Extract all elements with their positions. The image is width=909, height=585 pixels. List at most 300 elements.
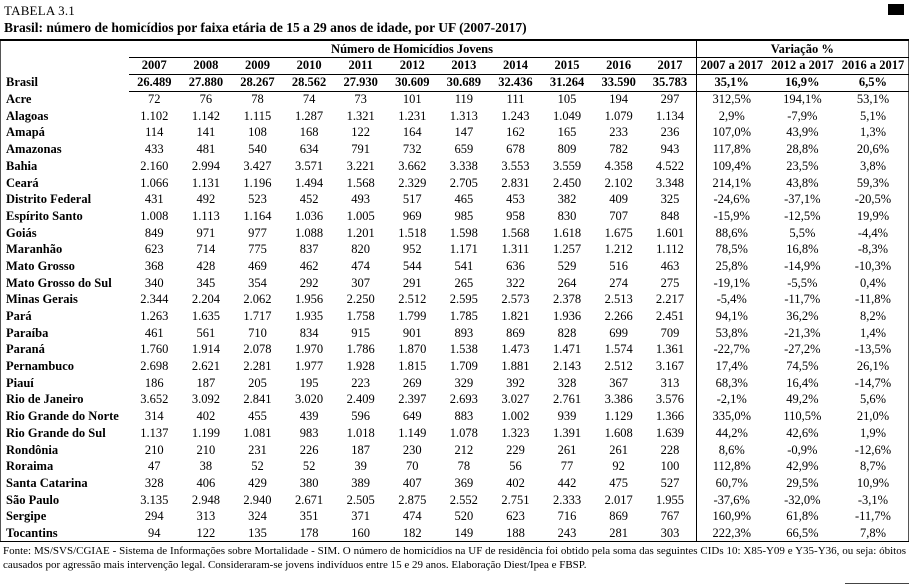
homicide-count: 828 bbox=[557, 325, 577, 340]
year-col-header: 2014 bbox=[490, 57, 542, 74]
variation-pct: -5,5% bbox=[787, 275, 818, 290]
variation-pct: -11,7% bbox=[784, 292, 821, 307]
homicide-count: 261 bbox=[557, 442, 577, 457]
homicide-count: 442 bbox=[557, 475, 577, 490]
homicide-count: 1.066 bbox=[140, 175, 169, 190]
homicide-count: 322 bbox=[506, 275, 525, 290]
homicide-count: 2.595 bbox=[449, 292, 478, 307]
homicide-count: 292 bbox=[299, 275, 319, 290]
homicide-count: 231 bbox=[248, 442, 267, 457]
variation-pct: 16,4% bbox=[786, 375, 819, 390]
variation-pct: 53,8% bbox=[696, 325, 767, 342]
homicide-count: 1.323 bbox=[501, 425, 530, 440]
homicide-count: 2.761 bbox=[552, 392, 582, 407]
variation-pct: -37,6% bbox=[696, 492, 767, 509]
homicide-count: 1.956 bbox=[295, 292, 324, 307]
homicide-count: 1.799 bbox=[398, 309, 427, 324]
variation-pct: 21,0% bbox=[856, 409, 890, 424]
variation-pct: 7,8% bbox=[859, 525, 886, 540]
variation-pct: -10,3% bbox=[854, 258, 892, 273]
homicide-count: 2.505 bbox=[346, 492, 375, 507]
homicide-count: 1.005 bbox=[346, 208, 375, 223]
homicide-count: 307 bbox=[351, 275, 371, 290]
homicide-count: 520 bbox=[454, 509, 474, 524]
homicide-count: 3.652 bbox=[140, 392, 169, 407]
homicide-count: 958 bbox=[506, 208, 525, 223]
table-title: Brasil: número de homicídios por faixa etária de 15 a 29 anos de idade, por UF (2007-2017) bbox=[4, 20, 527, 35]
homicide-count: 1.102 bbox=[140, 108, 169, 123]
homicide-count: 1.287 bbox=[295, 108, 324, 123]
uf-name: Pará bbox=[6, 309, 32, 324]
homicide-count: 2.552 bbox=[449, 492, 478, 507]
homicide-count: 182 bbox=[402, 525, 422, 540]
homicide-count: 428 bbox=[196, 258, 216, 273]
variation-pct: 16,9% bbox=[767, 74, 838, 91]
homicide-count: 775 bbox=[248, 242, 267, 257]
uf-name: Piauí bbox=[6, 375, 34, 390]
homicide-count: 1.785 bbox=[449, 309, 478, 324]
homicide-count: 474 bbox=[402, 509, 422, 524]
homicide-count: 1.639 bbox=[655, 425, 685, 440]
variation-pct: 53,1% bbox=[856, 92, 890, 107]
homicide-count: 265 bbox=[454, 275, 474, 290]
homicide-count: 188 bbox=[506, 525, 525, 540]
uf-column-spacer bbox=[1, 57, 129, 74]
homicide-count: 281 bbox=[609, 525, 629, 540]
homicide-count: 230 bbox=[402, 442, 422, 457]
homicide-count: 324 bbox=[248, 509, 267, 524]
homicide-count: 328 bbox=[144, 475, 164, 490]
homicide-count: 2.143 bbox=[552, 359, 582, 374]
homicide-count: 2.397 bbox=[398, 392, 427, 407]
homicide-count: 1.131 bbox=[191, 175, 220, 190]
variation-pct: -4,4% bbox=[857, 225, 889, 240]
homicide-count: 2.948 bbox=[191, 492, 220, 507]
homicide-count: 714 bbox=[196, 242, 216, 257]
variation-pct: -21,3% bbox=[784, 325, 821, 340]
table-row bbox=[1, 308, 909, 325]
homicide-count: 1.538 bbox=[449, 342, 478, 357]
uf-name: Alagoas bbox=[6, 108, 49, 123]
homicide-count: 1.201 bbox=[346, 225, 375, 240]
homicide-count: 122 bbox=[351, 125, 371, 140]
homicide-count: 439 bbox=[299, 409, 319, 424]
table-row bbox=[1, 208, 909, 225]
homicide-count: 1.914 bbox=[191, 342, 220, 357]
variation-pct: -37,1% bbox=[784, 192, 821, 207]
homicide-count: 732 bbox=[402, 142, 422, 157]
corner-mark bbox=[888, 4, 904, 15]
homicide-count: 2.698 bbox=[140, 359, 169, 374]
homicide-count: 72 bbox=[148, 92, 161, 107]
homicide-count: 1.196 bbox=[243, 175, 272, 190]
homicide-count: 2.450 bbox=[552, 175, 582, 190]
homicide-count: 1.494 bbox=[295, 175, 324, 190]
variation-pct: 29,5% bbox=[786, 475, 819, 490]
homicide-count: 1.717 bbox=[243, 309, 272, 324]
uf-name: Mato Grosso bbox=[6, 258, 75, 273]
homicide-count: 3.167 bbox=[655, 359, 685, 374]
homicide-count: 243 bbox=[557, 525, 577, 540]
homicide-count: 56 bbox=[509, 459, 522, 474]
table-row bbox=[1, 325, 909, 342]
homicide-count: 1.257 bbox=[552, 242, 582, 257]
variation-pct: 214,1% bbox=[696, 174, 767, 191]
uf-name: Amapá bbox=[6, 125, 45, 140]
homicide-count: 92 bbox=[612, 459, 625, 474]
homicide-count: 2.204 bbox=[191, 292, 220, 307]
year-col-header: 2015 bbox=[541, 57, 593, 74]
homicide-count: 4.522 bbox=[655, 158, 685, 173]
homicide-count: 261 bbox=[609, 442, 629, 457]
table-number-label: TABELA 3.1 bbox=[4, 3, 76, 18]
variation-pct: 42,9% bbox=[786, 459, 819, 474]
homicide-count: 2.281 bbox=[243, 359, 272, 374]
homicide-count: 649 bbox=[402, 409, 422, 424]
homicide-count: 2.994 bbox=[191, 158, 220, 173]
homicide-count: 1.568 bbox=[346, 175, 375, 190]
homicide-count: 1.366 bbox=[655, 409, 685, 424]
uf-column-spacer bbox=[1, 40, 129, 57]
homicide-count: 830 bbox=[557, 208, 577, 223]
homicide-count: 111 bbox=[506, 92, 525, 107]
homicide-count: 791 bbox=[351, 142, 371, 157]
homicide-count: 1.115 bbox=[243, 108, 272, 123]
homicide-count: 2.160 bbox=[140, 158, 169, 173]
homicide-count: 1.008 bbox=[140, 208, 169, 223]
homicide-count: 1.313 bbox=[449, 108, 478, 123]
uf-name: Rio Grande do Norte bbox=[6, 409, 119, 424]
variation-pct: -13,5% bbox=[854, 342, 892, 357]
homicide-count: 1.881 bbox=[501, 359, 530, 374]
homicide-count: 30.689 bbox=[438, 74, 490, 91]
homicide-count: 100 bbox=[660, 459, 680, 474]
homicide-count: 869 bbox=[609, 509, 629, 524]
homicide-count: 1.199 bbox=[191, 425, 220, 440]
homicide-count: 527 bbox=[660, 475, 680, 490]
variation-col-header: 2007 a 2017 bbox=[696, 57, 767, 74]
homicide-count: 314 bbox=[144, 409, 164, 424]
homicide-count: 3.576 bbox=[655, 392, 685, 407]
homicide-count: 226 bbox=[299, 442, 319, 457]
homicide-count: 407 bbox=[402, 475, 422, 490]
year-header-row bbox=[1, 57, 909, 74]
homicide-count: 782 bbox=[609, 142, 629, 157]
variation-pct: 5,1% bbox=[859, 108, 886, 123]
homicide-count: 678 bbox=[506, 142, 525, 157]
homicide-count: 1.081 bbox=[243, 425, 272, 440]
variation-pct: 5,5% bbox=[789, 225, 816, 240]
uf-name: Minas Gerais bbox=[6, 292, 78, 307]
homicide-count: 544 bbox=[402, 258, 422, 273]
homicide-count: 1.263 bbox=[140, 309, 169, 324]
homicide-count: 1.568 bbox=[501, 225, 530, 240]
homicide-count: 160 bbox=[351, 525, 371, 540]
homicide-count: 1.321 bbox=[346, 108, 375, 123]
homicide-count: 328 bbox=[557, 375, 577, 390]
variation-pct: 6,5% bbox=[838, 74, 909, 91]
table-row bbox=[1, 458, 909, 475]
homicide-count: 186 bbox=[144, 375, 164, 390]
homicide-count: 3.559 bbox=[552, 158, 582, 173]
homicide-count: 194 bbox=[609, 92, 629, 107]
variation-pct: -19,1% bbox=[696, 275, 767, 292]
variation-pct: 109,4% bbox=[696, 158, 767, 175]
homicide-count: 354 bbox=[248, 275, 267, 290]
homicide-count: 78 bbox=[457, 459, 471, 474]
homicide-count: 1.079 bbox=[604, 108, 633, 123]
homicide-count: 325 bbox=[660, 192, 680, 207]
homicide-count: 516 bbox=[609, 258, 629, 273]
homicide-count: 2.513 bbox=[604, 292, 633, 307]
table-body bbox=[1, 74, 909, 542]
homicide-count: 74 bbox=[302, 92, 316, 107]
variation-pct: -22,7% bbox=[696, 341, 767, 358]
homicide-count: 2.217 bbox=[655, 292, 685, 307]
variation-pct: 2,9% bbox=[696, 108, 767, 125]
table-row bbox=[1, 91, 909, 108]
homicide-count: 1.936 bbox=[552, 309, 582, 324]
homicide-count: 561 bbox=[196, 325, 216, 340]
homicide-count: 228 bbox=[660, 442, 680, 457]
homicide-table bbox=[0, 39, 909, 542]
homicide-count: 264 bbox=[557, 275, 577, 290]
variation-pct: 107,0% bbox=[696, 124, 767, 141]
homicide-count: 52 bbox=[251, 459, 264, 474]
uf-name: Brasil bbox=[6, 75, 38, 90]
homicide-count: 1.870 bbox=[398, 342, 427, 357]
homicide-count: 1.113 bbox=[192, 208, 220, 223]
homicide-count: 834 bbox=[299, 325, 319, 340]
homicide-count: 809 bbox=[557, 142, 577, 157]
homicide-count: 3.135 bbox=[140, 492, 169, 507]
uf-name: Goiás bbox=[6, 225, 37, 240]
homicide-count: 1.473 bbox=[501, 342, 530, 357]
homicide-count: 893 bbox=[454, 325, 474, 340]
homicide-count: 101 bbox=[402, 92, 422, 107]
homicide-count: 481 bbox=[196, 142, 216, 157]
variation-pct: 35,1% bbox=[696, 74, 767, 91]
table-row bbox=[1, 241, 909, 258]
homicide-count: 409 bbox=[609, 192, 629, 207]
variation-pct: 0,4% bbox=[859, 275, 886, 290]
homicide-count: 371 bbox=[351, 509, 371, 524]
table-row bbox=[1, 441, 909, 458]
homicide-count: 1.618 bbox=[552, 225, 582, 240]
homicide-count: 275 bbox=[660, 275, 680, 290]
homicide-count: 1.601 bbox=[655, 225, 685, 240]
uf-name: Pernambuco bbox=[6, 359, 75, 374]
variation-pct: 3,8% bbox=[859, 158, 886, 173]
variation-pct: 5,6% bbox=[859, 392, 886, 407]
uf-name: Santa Catarina bbox=[6, 475, 88, 490]
homicide-count: 27.930 bbox=[335, 74, 387, 91]
variation-pct: 28,8% bbox=[786, 142, 819, 157]
homicide-count: 452 bbox=[299, 192, 319, 207]
homicide-count: 492 bbox=[196, 192, 216, 207]
homicide-count: 30.609 bbox=[386, 74, 438, 91]
homicide-count: 431 bbox=[144, 192, 164, 207]
homicide-count: 1.955 bbox=[655, 492, 685, 507]
homicide-count: 1.518 bbox=[398, 225, 427, 240]
homicide-count: 1.142 bbox=[191, 108, 220, 123]
variation-pct: -8,3% bbox=[857, 242, 889, 257]
homicide-count: 164 bbox=[402, 125, 422, 140]
homicide-count: 274 bbox=[609, 275, 629, 290]
variation-pct: -20,5% bbox=[854, 192, 892, 207]
homicide-count: 3.092 bbox=[191, 392, 220, 407]
homicide-count: 147 bbox=[454, 125, 474, 140]
homicide-count: 205 bbox=[248, 375, 267, 390]
homicide-count: 351 bbox=[299, 509, 319, 524]
homicide-count: 2.940 bbox=[243, 492, 272, 507]
homicide-count: 402 bbox=[196, 409, 216, 424]
uf-name: Rondônia bbox=[6, 442, 59, 457]
homicide-count: 367 bbox=[609, 375, 629, 390]
variation-pct: 112,8% bbox=[696, 458, 767, 475]
uf-name: Espírito Santo bbox=[6, 208, 83, 223]
homicide-count: 1.675 bbox=[604, 225, 633, 240]
homicide-count: 529 bbox=[557, 258, 577, 273]
homicide-count: 229 bbox=[506, 442, 525, 457]
uf-name: São Paulo bbox=[6, 492, 60, 507]
homicide-count: 1.049 bbox=[552, 108, 582, 123]
variation-pct: 44,2% bbox=[696, 425, 767, 442]
variation-pct: 222,3% bbox=[696, 525, 767, 542]
homicide-count: 47 bbox=[148, 459, 161, 474]
homicide-count: 1.018 bbox=[346, 425, 375, 440]
homicide-count: 402 bbox=[506, 475, 525, 490]
uf-name: Mato Grosso do Sul bbox=[6, 275, 112, 290]
homicide-count: 767 bbox=[660, 509, 680, 524]
homicide-count: 517 bbox=[402, 192, 422, 207]
table-row bbox=[1, 141, 909, 158]
homicide-count: 4.358 bbox=[604, 158, 633, 173]
homicide-count: 1.391 bbox=[552, 425, 582, 440]
homicide-count: 1.821 bbox=[501, 309, 530, 324]
homicide-count: 636 bbox=[506, 258, 525, 273]
homicide-count: 1.977 bbox=[295, 359, 324, 374]
homicide-count: 1.088 bbox=[295, 225, 324, 240]
homicide-count: 1.786 bbox=[346, 342, 375, 357]
variation-pct: 8,7% bbox=[859, 459, 886, 474]
homicide-count: 540 bbox=[248, 142, 267, 157]
homicide-count: 901 bbox=[402, 325, 422, 340]
uf-name: Distrito Federal bbox=[6, 192, 92, 207]
variation-pct: 42,6% bbox=[786, 425, 819, 440]
variation-pct: 60,7% bbox=[696, 475, 767, 492]
homicide-count: 187 bbox=[351, 442, 371, 457]
variation-pct: 61,8% bbox=[786, 509, 819, 524]
variation-pct: 66,5% bbox=[786, 525, 819, 540]
homicide-count: 1.311 bbox=[501, 242, 530, 257]
homicide-count: 2.266 bbox=[604, 309, 633, 324]
homicide-count: 2.512 bbox=[604, 359, 633, 374]
homicide-count: 1.815 bbox=[398, 359, 427, 374]
homicide-count: 971 bbox=[196, 225, 216, 240]
variation-pct: 25,8% bbox=[696, 258, 767, 275]
variation-pct: 23,5% bbox=[786, 158, 819, 173]
homicide-count: 699 bbox=[609, 325, 629, 340]
homicide-count: 623 bbox=[506, 509, 525, 524]
year-col-header: 2008 bbox=[180, 57, 232, 74]
homicide-count: 523 bbox=[248, 192, 267, 207]
homicide-count: 2.344 bbox=[140, 292, 169, 307]
table-row bbox=[1, 391, 909, 408]
homicide-count: 119 bbox=[454, 92, 473, 107]
variation-pct: -12,6% bbox=[854, 442, 892, 457]
variation-pct: 335,0% bbox=[696, 408, 767, 425]
homicide-count: 710 bbox=[248, 325, 267, 340]
homicide-count: 27.880 bbox=[180, 74, 232, 91]
homicide-count: 493 bbox=[351, 192, 371, 207]
homicide-count: 35.783 bbox=[644, 74, 696, 91]
variation-pct: 68,3% bbox=[696, 375, 767, 392]
variation-pct: -15,9% bbox=[696, 208, 767, 225]
homicide-count: 983 bbox=[299, 425, 319, 440]
uf-name: Bahia bbox=[6, 158, 38, 173]
homicide-count: 294 bbox=[144, 509, 164, 524]
homicide-count: 2.451 bbox=[655, 309, 685, 324]
uf-name: Paraíba bbox=[6, 325, 49, 340]
homicide-count: 369 bbox=[454, 475, 474, 490]
homicide-count: 122 bbox=[196, 525, 216, 540]
homicide-count: 915 bbox=[351, 325, 371, 340]
homicide-count: 94 bbox=[148, 525, 161, 540]
homicide-count: 453 bbox=[506, 192, 525, 207]
variation-pct: 26,1% bbox=[856, 359, 890, 374]
homicide-count: 1.574 bbox=[604, 342, 633, 357]
variation-pct: -24,6% bbox=[696, 191, 767, 208]
homicide-count: 1.970 bbox=[295, 342, 324, 357]
homicide-count: 2.078 bbox=[243, 342, 272, 357]
table-row bbox=[1, 508, 909, 525]
variation-pct: 1,3% bbox=[859, 125, 886, 140]
homicide-count: 455 bbox=[248, 409, 267, 424]
homicide-count: 389 bbox=[351, 475, 371, 490]
homicide-count: 709 bbox=[660, 325, 680, 340]
variation-pct: -32,0% bbox=[784, 492, 821, 507]
table-row bbox=[1, 492, 909, 509]
year-col-header: 2012 bbox=[386, 57, 438, 74]
homicide-count: 212 bbox=[454, 442, 474, 457]
uf-name: Acre bbox=[6, 92, 32, 107]
homicide-count: 429 bbox=[248, 475, 267, 490]
variation-pct: 36,2% bbox=[786, 309, 819, 324]
variation-pct: 16,8% bbox=[786, 242, 819, 257]
homicide-count: 2.512 bbox=[398, 292, 427, 307]
homicide-count: 32.436 bbox=[490, 74, 542, 91]
homicide-count: 135 bbox=[248, 525, 267, 540]
homicide-count: 985 bbox=[454, 208, 474, 223]
homicide-count: 869 bbox=[506, 325, 525, 340]
homicide-count: 541 bbox=[454, 258, 474, 273]
homicide-count: 210 bbox=[196, 442, 216, 457]
homicide-count: 2.875 bbox=[398, 492, 427, 507]
variation-pct: 160,9% bbox=[696, 508, 767, 525]
year-col-header: 2007 bbox=[129, 57, 181, 74]
homicide-count: 73 bbox=[354, 92, 367, 107]
year-col-header: 2016 bbox=[593, 57, 645, 74]
homicide-count: 3.338 bbox=[449, 158, 478, 173]
homicide-count: 195 bbox=[299, 375, 319, 390]
uf-name: Sergipe bbox=[6, 509, 47, 524]
variation-pct: -5,4% bbox=[696, 291, 767, 308]
homicide-count: 1.928 bbox=[346, 359, 375, 374]
variation-pct: -11,8% bbox=[854, 292, 891, 307]
table-row bbox=[1, 525, 909, 542]
homicide-count: 1.608 bbox=[604, 425, 633, 440]
